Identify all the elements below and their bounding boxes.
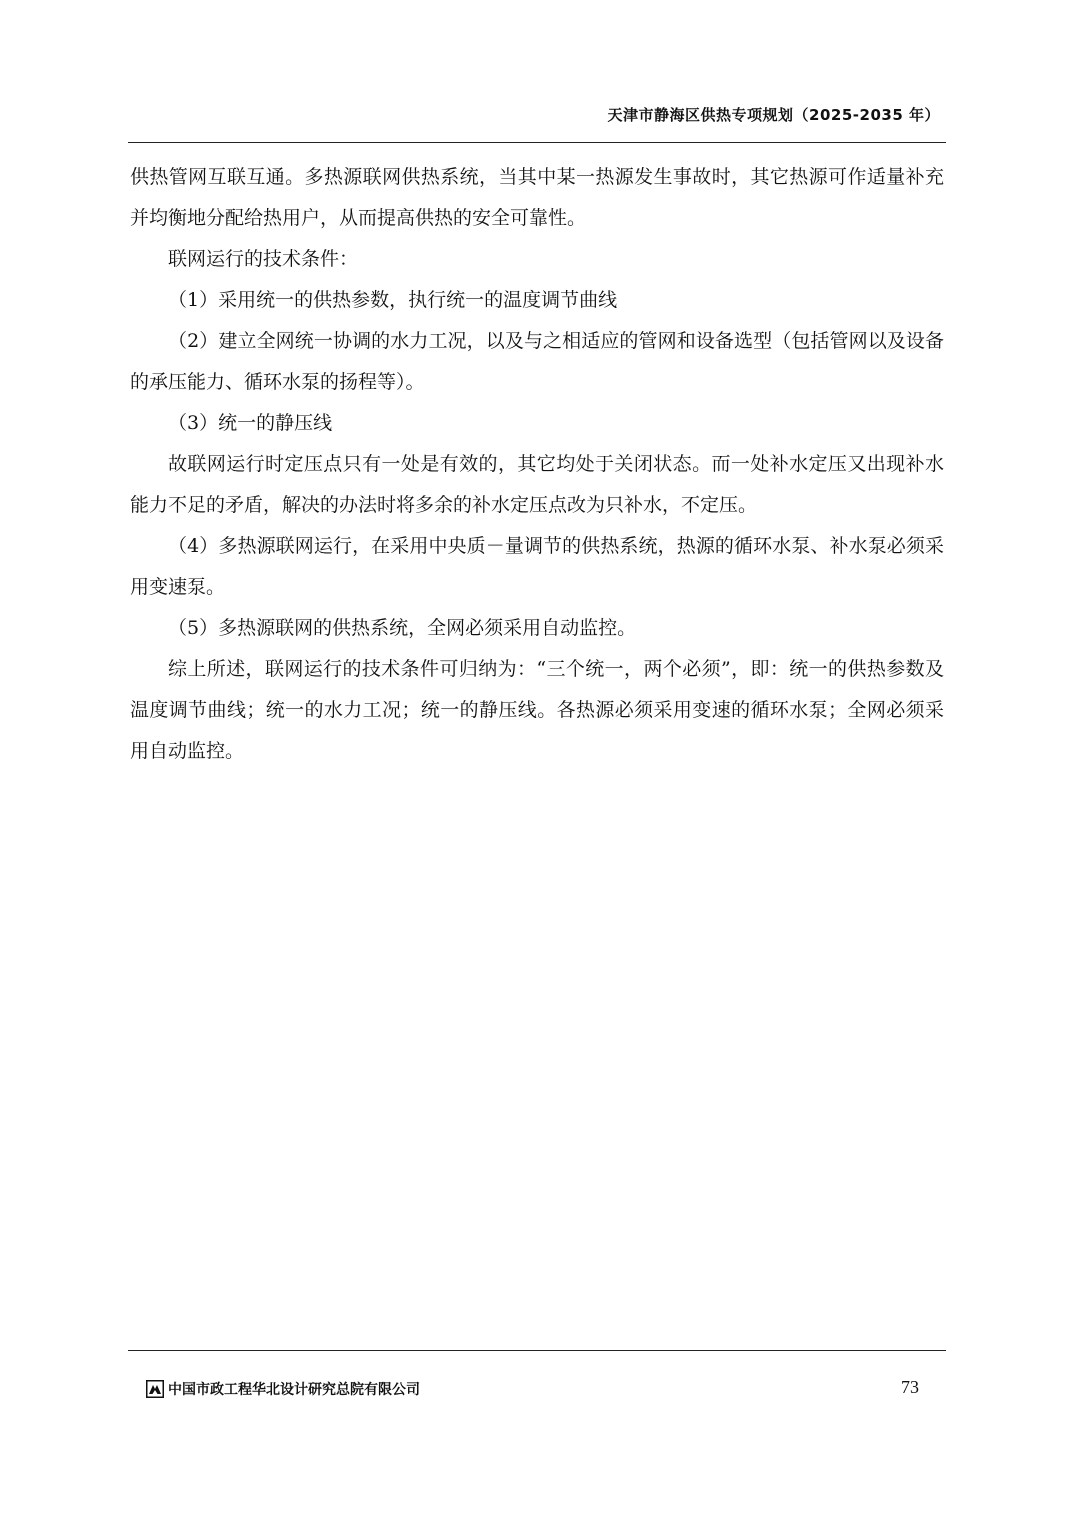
document-body (130, 157, 944, 772)
company-logo-icon (146, 1380, 164, 1398)
page-header-title: 天津市静海区供热专项规划（2025-2035 年） (607, 106, 940, 124)
paragraph-8: （5）多热源联网的供热系统，全网必须采用自动监控。 (168, 617, 637, 639)
page-number: 73 (901, 1377, 919, 1397)
paragraph-4: （2）建立全网统一协调的水力工况，以及与之相适应的管网和设备选型（包括管网以及设备的承压能力、循环水泵的扬程等）。 (130, 330, 944, 393)
paragraph-1: 供热管网互联互通。多热源联网供热系统，当其中某一热源发生事故时，其它热源可作适量补充并均衡地分配给热用户，从而提高供热的安全可靠性。 (130, 166, 944, 229)
paragraph-7: （4）多热源联网运行，在采用中央质－量调节的供热系统，热源的循环水泵、补水泵必须采用变速泵。 (130, 535, 944, 598)
header-divider (128, 142, 946, 143)
paragraph-5: （3）统一的静压线 (168, 412, 333, 434)
company-name: 中国市政工程华北设计研究总院有限公司 (168, 1382, 420, 1398)
footer-divider (128, 1350, 946, 1351)
paragraph-2: 联网运行的技术条件： (168, 248, 359, 270)
paragraph-9: 综上所述，联网运行的技术条件可归纳为：“三个统一，两个必须”，即：统一的供热参数及温度调节曲线；统一的水力工况；统一的静压线。各热源必须采用变速的循环水泵；全网必须采用自动监控。 (130, 658, 944, 762)
paragraph-3: （1）采用统一的供热参数，执行统一的温度调节曲线 (168, 289, 618, 311)
paragraph-6: 故联网运行时定压点只有一处是有效的，其它均处于关闭状态。而一处补水定压又出现补水能力不足的矛盾，解决的办法时将多余的补水定压点改为只补水，不定压。 (130, 453, 944, 516)
footer-company (146, 1379, 420, 1399)
